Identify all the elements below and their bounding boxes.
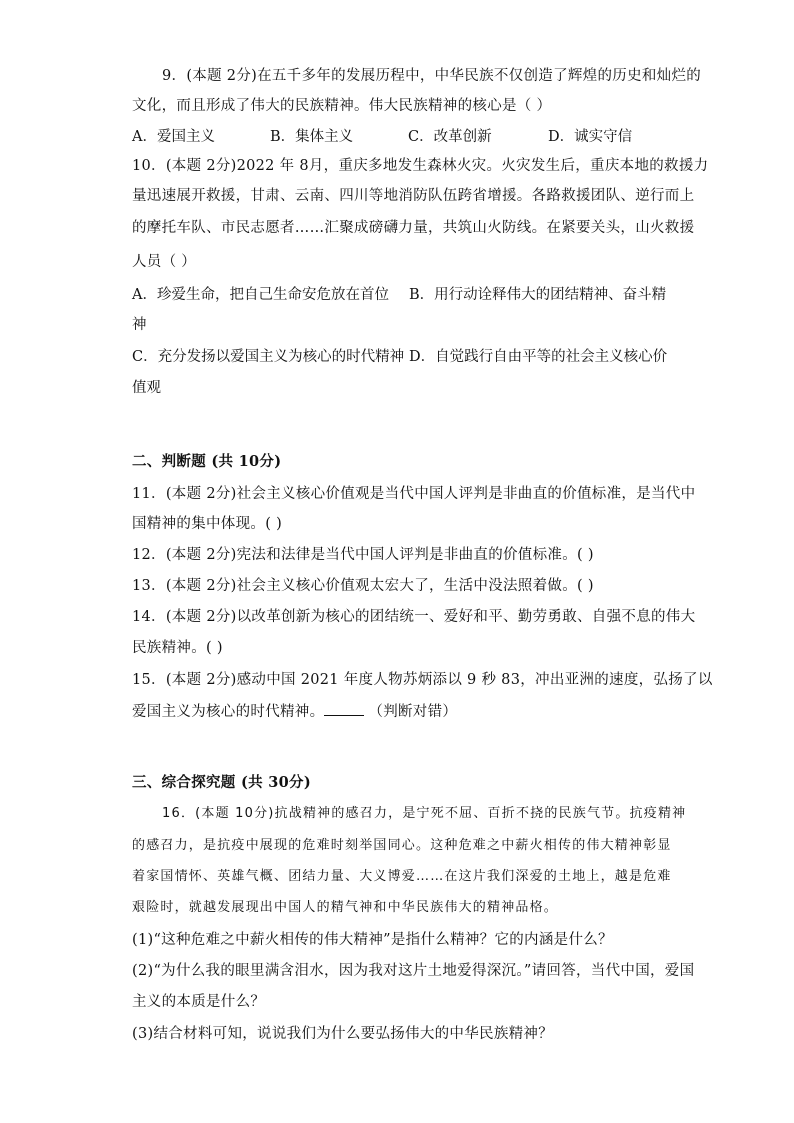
q15-stem-line1: 15．(本题 2分)感动中国 2021 年度人物苏炳添以 9 秒 83，冲出亚洲的速度，弘扬了以	[132, 672, 713, 688]
q16-material-line3: 着家国情怀、英雄气概、团结力量、大义博爱……在这片我们深爱的土地上，越是危难	[132, 869, 672, 884]
q15-stem-line2	[132, 701, 457, 722]
q9-stem-line1: 9．(本题 2分)在五千多年的发展历程中，中华民族不仅创造了辉煌的历史和灿烂的	[162, 68, 702, 84]
q15-answer-blank[interactable]	[324, 701, 364, 716]
q11-stem-line2: 国精神的集中体现。( )	[132, 516, 283, 532]
q9-stem-line2: 文化，而且形成了伟大的民族精神。伟大民族精神的核心是（ ）	[132, 98, 552, 114]
q15-stem-text: 爱国主义为核心的时代精神。	[132, 704, 325, 720]
q10-stem-line1: 10．(本题 2分)2022 年 8月，重庆多地发生森林火灾。火灾发生后，重庆本地的救援力	[132, 158, 709, 174]
q10-stem-line4: 人员（ ）	[132, 254, 197, 270]
q11-stem-line1: 11．(本题 2分)社会主义核心价值观是当代中国人评判是非曲直的价值标准，是当代中	[132, 486, 696, 502]
q16-subquestion-3: (3)结合材料可知，说说我们为什么要弘扬伟大的中华民族精神？	[132, 1026, 554, 1042]
q9-option-a: A．爱国主义	[132, 129, 215, 145]
q10-option-d-cont: 值观	[132, 380, 161, 396]
q14-stem-line1: 14．(本题 2分)以改革创新为核心的团结统一、爱好和平、勤劳勇敢、自强不息的伟大	[132, 609, 696, 625]
section2-heading: 二、判断题 (共 10分)	[132, 453, 282, 470]
q10-stem-line2: 量迅速展开救援，甘肃、云南、四川等地消防队伍跨省增援。各路救援团队、逆行而上	[132, 188, 695, 204]
q10-option-b: B．用行动诠释伟大的团结精神、奋斗精	[409, 287, 667, 303]
q9-option-b: B．集体主义	[270, 129, 354, 145]
section3-heading: 三、综合探究题 (共 30分)	[132, 774, 311, 791]
q10-option-b-cont: 神	[132, 317, 147, 333]
q16-subquestion-2-line2: 主义的本质是什么？	[132, 994, 266, 1010]
q9-option-c: C．改革创新	[408, 129, 492, 145]
q14-stem-line2: 民族精神。( )	[132, 640, 223, 656]
q15-judge-hint: （判断对错）	[368, 704, 458, 720]
q10-stem-line3: 的摩托车队、市民志愿者……汇聚成磅礴力量，共筑山火防线。在紧要关头，山火救援	[132, 220, 695, 236]
q13-stem: 13．(本题 2分)社会主义核心价值观太宏大了，生活中没法照着做。( )	[132, 578, 594, 594]
q16-material-line4: 艰险时，就越发展现出中国人的精气神和中华民族伟大的精神品格。	[132, 900, 559, 915]
q9-option-d: D．诚实守信	[548, 129, 633, 145]
q16-material-line2: 的感召力，是抗疫中展现的危难时刻举国同心。这种危难之中薪火相传的伟大精神彰显	[132, 838, 672, 853]
q10-option-d: D．自觉践行自由平等的社会主义核心价	[409, 349, 668, 365]
q16-material-line1: 16．(本题 10分)抗战精神的感召力，是宁死不屈、百折不挠的民族气节。抗疫精神	[162, 806, 687, 821]
q10-option-c: C．充分发扬以爱国主义为核心的时代精神	[132, 349, 405, 365]
q10-option-a: A．珍爱生命，把自己生命安危放在首位	[132, 287, 389, 303]
q16-subquestion-2-line1: (2)“为什么我的眼里满含泪水，因为我对这片土地爱得深沉。”请回答，当代中国，爱国	[132, 963, 695, 979]
q16-subquestion-1: (1)“这种危难之中薪火相传的伟大精神”是指什么精神？它的内涵是什么？	[132, 932, 613, 948]
q12-stem: 12．(本题 2分)宪法和法律是当代中国人评判是非曲直的价值标准。( )	[132, 547, 594, 563]
